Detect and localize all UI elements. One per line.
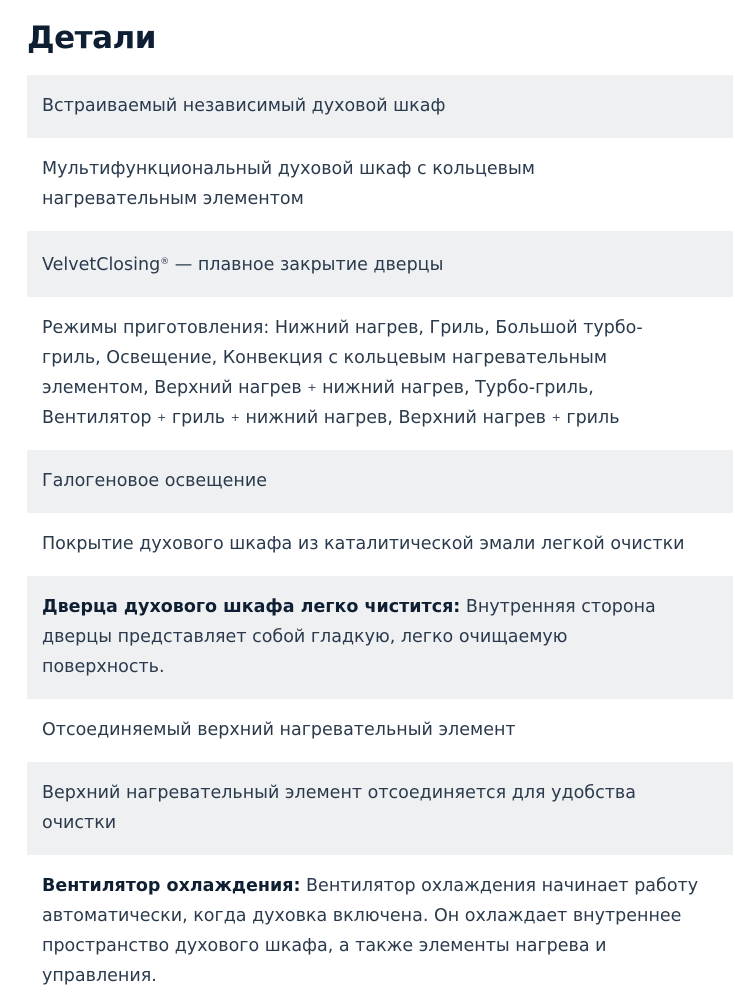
detail-text-rest: — плавное закрытие дверцы [169,255,444,275]
detail-text [42,592,718,622]
detail-text: очистки [42,813,117,833]
detail-text-part: нижний нагрев, Верхний нагрев [245,408,546,428]
detail-row-velvet-closing [27,231,733,297]
detail-text: Режимы приготовления: Нижний нагрев, Гриль, Большой турбо- [42,318,643,338]
detail-text: гриль, Освещение, Конвекция с кольцевым нагревательным [42,348,608,368]
detail-text: нагревательным элементом [42,189,304,209]
detail-label: Дверца духового шкафа легко чистится: [42,597,461,617]
detail-text: Отсоединяемый верхний нагревательный элемент [42,720,516,740]
detail-row-easy-clean-door [27,576,733,699]
detail-row-removable-element [27,699,733,762]
detail-text [42,403,718,433]
detail-text: поверхность. [42,657,165,677]
detail-text [42,247,718,280]
plus-sign: + [551,411,561,424]
detail-text-part: гриль [566,408,620,428]
detail-row-multifunction [27,138,733,231]
detail-text-part: элементом, Верхний нагрев [42,378,302,398]
detail-row-catalytic-enamel [27,513,733,576]
detail-text: Верхний нагревательный элемент отсоединяется для удобства [42,783,636,803]
detail-text-rest: Вентилятор охлаждения начинает работу [300,876,699,896]
detail-row-cooking-modes [27,297,733,450]
details-list [27,75,733,1008]
detail-text: Встраиваемый независимый духовой шкаф [42,96,446,116]
detail-text: Галогеновое освещение [42,471,267,491]
detail-text: Покрытие духового шкафа из каталитической эмали легкой очистки [42,534,685,554]
detail-text [42,373,718,403]
page-title: Детали [27,20,156,56]
detail-text-part: Вентилятор [42,408,152,428]
detail-row-halogen-light [27,450,733,513]
detail-text: дверцы представляет собой гладкую, легко очищаемую [42,627,568,647]
brand-name: VelvetClosing [42,255,161,275]
detail-row-built-in [27,75,733,138]
plus-sign: + [307,381,317,394]
detail-text: Мультифункциональный духовой шкаф с кольцевым [42,159,535,179]
registered-mark: ® [160,257,170,267]
detail-text: управления. [42,966,157,986]
detail-row-cooling-fan [27,855,733,1008]
detail-text-part: нижний нагрев, Турбо-гриль, [322,378,594,398]
detail-row-element-detaches [27,762,733,855]
detail-text-part: гриль [171,408,226,428]
plus-sign: + [230,411,240,424]
plus-sign: + [157,411,167,424]
detail-text: автоматически, когда духовка включена. Он охлаждает внутреннее [42,906,682,926]
detail-text [42,871,718,901]
detail-label: Вентилятор охлаждения: [42,876,301,896]
detail-text-rest: Внутренняя сторона [460,597,656,617]
detail-text: пространство духового шкафа, а также элементы нагрева и [42,936,607,956]
